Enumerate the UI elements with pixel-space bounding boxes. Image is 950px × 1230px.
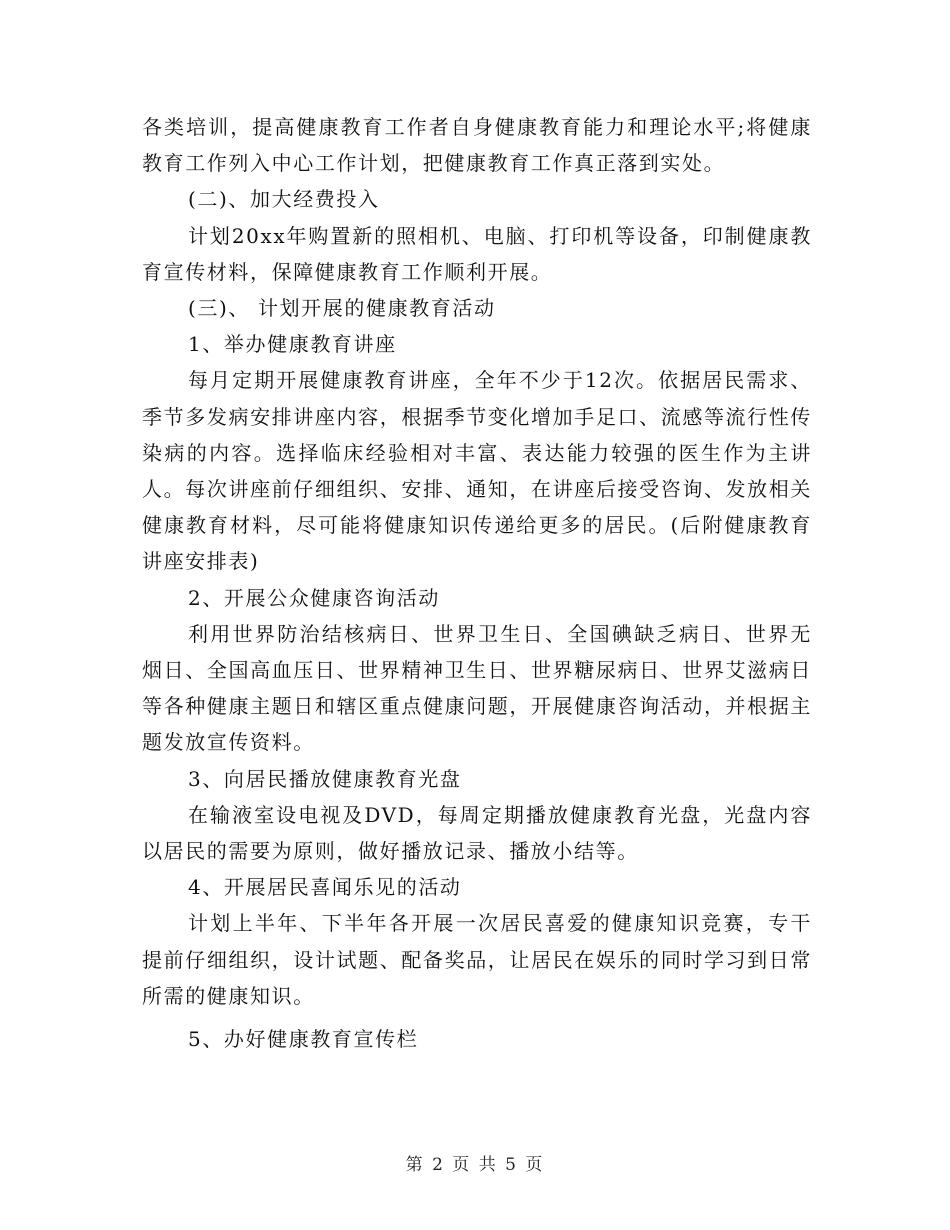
section-heading-funding: (二)、加大经费投入 [188, 187, 380, 212]
subheading-consultation: 2、开展公众健康咨询活动 [188, 585, 440, 610]
subheading-bulletin-board: 5、办好健康教育宣传栏 [188, 1027, 419, 1052]
paragraph-popular-activities: 计划上半年、下半年各开展一次居民喜爱的健康知识竞赛，专干提前仔细组织，设计试题、配备奖品，让居民在娱乐的同时学习到日常所需的健康知识。 [142, 911, 812, 1008]
paragraph-disc-playback: 在输液室设电视及DVD，每周定期播放健康教育光盘，光盘内容以居民的需要为原则，做好播放记录、播放小结等。 [142, 802, 812, 864]
subheading-disc-playback: 3、向居民播放健康教育光盘 [188, 766, 462, 791]
paragraph-consultation: 利用世界防治结核病日、世界卫生日、全国碘缺乏病日、世界无烟日、全国高血压日、世界精神卫生日、世界糖尿病日、世界艾滋病日等各种健康主题日和辖区重点健康问题，开展健康咨询活动，并根据主题发放宣传资料。 [142, 621, 812, 755]
section-heading-activities: (三)、 计划开展的健康教育活动 [188, 296, 496, 321]
paragraph-continuation: 各类培训，提高健康教育工作者自身健康教育能力和理论水平;将健康教育工作列入中心工作计划，把健康教育工作真正落到实处。 [142, 115, 812, 176]
document-body [142, 109, 812, 1057]
page-number-footer: 第 2 页 共 5 页 [405, 1155, 545, 1175]
paragraph-funding: 计划20xx年购置新的照相机、电脑、打印机等设备，印制健康教育宣传材料，保障健康教育工作顺利开展。 [142, 223, 812, 284]
subheading-lectures: 1、举办健康教育讲座 [188, 332, 397, 357]
paragraph-lectures: 每月定期开展健康教育讲座，全年不少于12次。依据居民需求、季节多发病安排讲座内容，根据季节变化增加手足口、流感等流行性传染病的内容。选择临床经验相对丰富、表达能力较强的医生作为主讲人。每次讲座前仔细组织、安排、通知，在讲座后接受咨询、发放相关健康教育材料，尽可能将健康知识传递给更多的居民。(后附健康教育讲座安排表) [142, 368, 812, 574]
subheading-popular-activities: 4、开展居民喜闻乐见的活动 [188, 875, 462, 900]
